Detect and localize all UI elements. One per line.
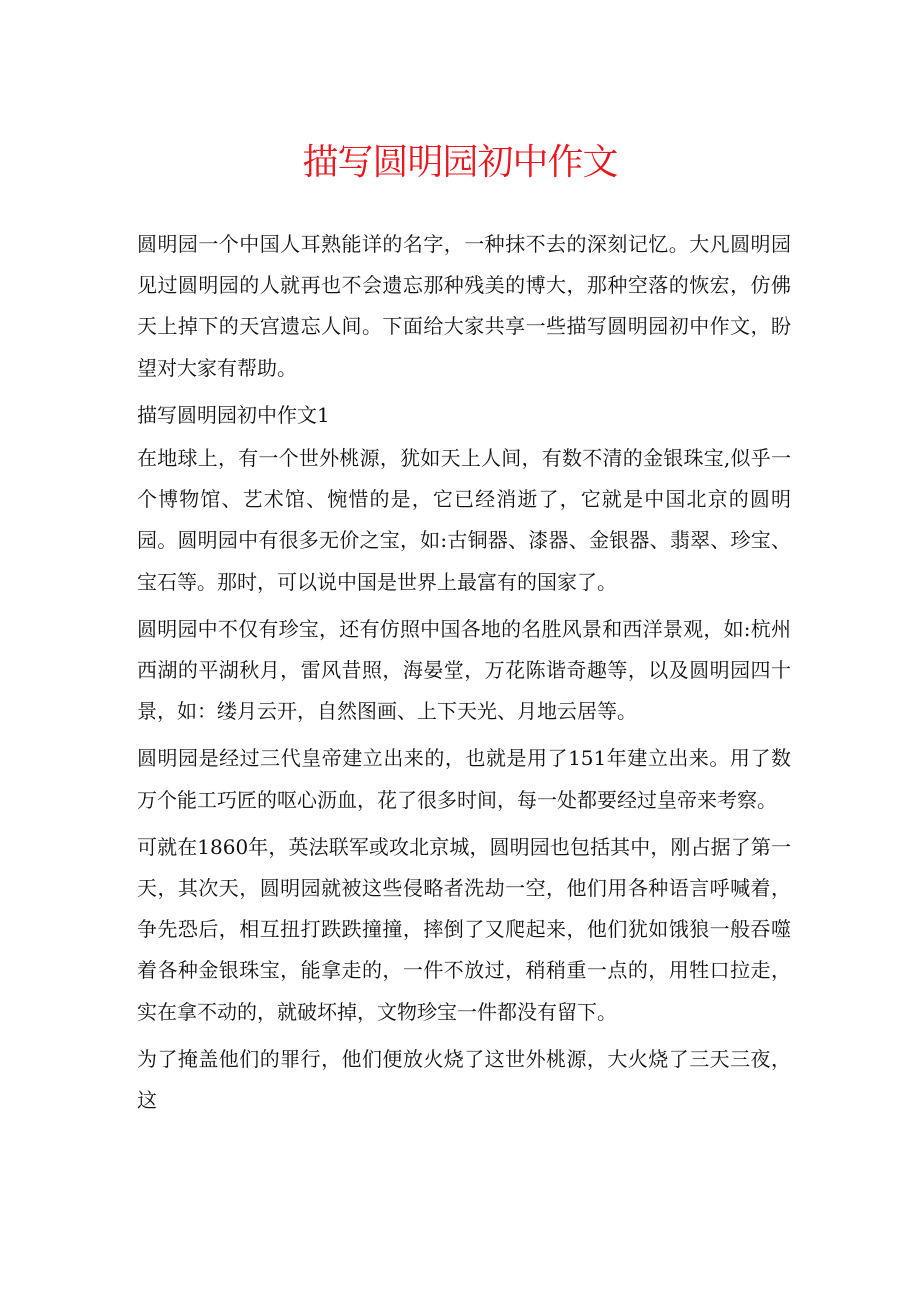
paragraph: 在地球上，有一个世外桃源，犹如天上人间，有数不清的金银珠宝,似乎一个博物馆、艺术馆、惋惜的是，它已经消逝了，它就是中国北京的圆明园。圆明园中有很多无价之宝，如:古铜器、漆器、金银器、翡翠、珍宝、宝石等。那时，可以说中国是世界上最富有的国家了。: [137, 446, 791, 594]
document-title: 描写圆明园初中作文: [302, 142, 618, 183]
document-body: [137, 224, 791, 1127]
paragraph: 可就在1860年，英法联军或攻北京城，圆明园也包括其中，刚占据了第一天，其次天，圆明园就被这些侵略者洗劫一空，他们用各种语言呼喊着，争先恐后，相互扭打跌跌撞撞，摔倒了又爬起来，他们犹如饿狼一般吞噬着各种金银珠宝，能拿走的，一件不放过，稍稍重一点的，用牲口拉走，实在拿不动的，就破坏掉，文物珍宝一件都没有留下。: [137, 834, 791, 1024]
section-heading: 描写圆明园初中作文1: [137, 402, 330, 427]
intro-paragraph: 圆明园一个中国人耳熟能详的名字，一种抹不去的深刻记忆。大凡圆明园见过圆明园的人就再也不会遗忘那种残美的博大，那种空落的恢宏，仿佛天上掉下的天宫遗忘人间。下面给大家共享一些描写圆明园初中作文，盼望对大家有帮助。: [137, 232, 791, 380]
paragraph: 为了掩盖他们的罪行，他们便放火烧了这世外桃源，大火烧了三天三夜，这: [137, 1046, 791, 1113]
paragraph: 圆明园是经过三代皇帝建立出来的，也就是用了151年建立出来。用了数万个能工巧匠的呕心沥血，花了很多时间，每一处都要经过皇帝来考察。: [137, 746, 791, 812]
paragraph: 圆明园中不仅有珍宝，还有仿照中国各地的名胜风景和西洋景观，如:杭州西湖的平湖秋月，雷风昔照，海晏堂，万花陈谐奇趣等，以及圆明园四十景，如：缕月云开，自然图画、上下天光、月地云居等。: [137, 616, 791, 724]
